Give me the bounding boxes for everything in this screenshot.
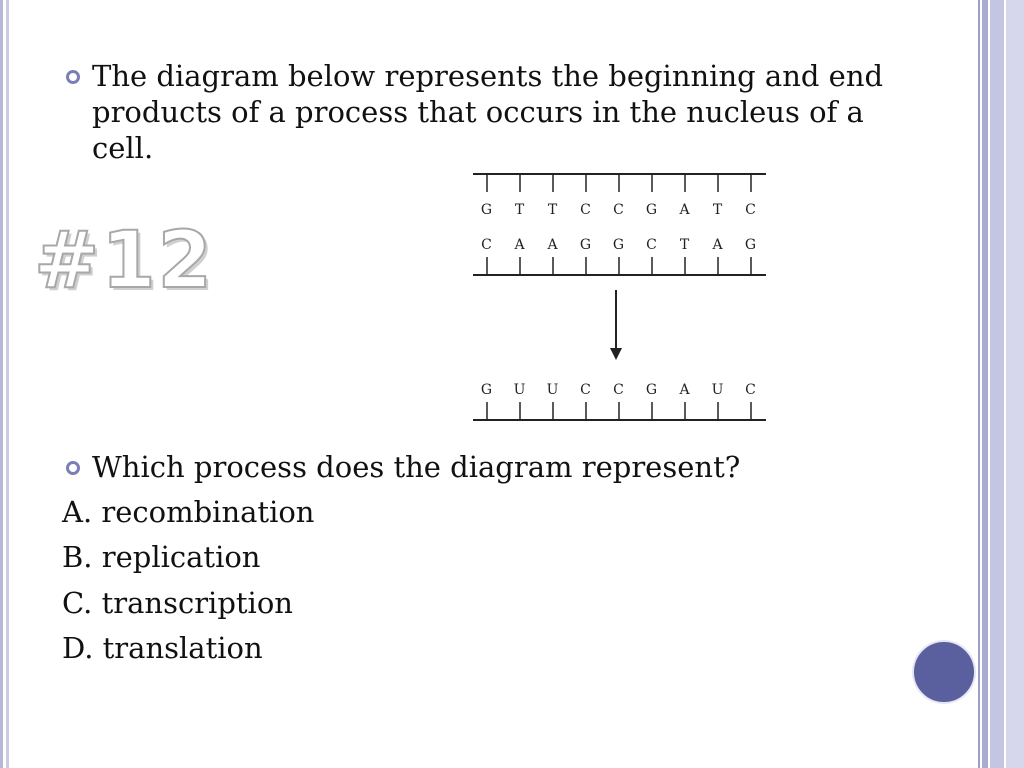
base-letter: A [712,237,724,253]
intro-line-3: cell. [92,131,154,165]
intro-line-2: products of a process that occurs in the nucleus of a [92,95,864,129]
base-letter: G [645,382,659,398]
base-letter: G [645,202,659,218]
base-letter: C [646,237,658,253]
question-text: Which process does the diagram represent? [92,450,741,484]
base-letter: T [514,202,526,218]
base-letter: G [744,237,758,253]
base-letter: U [711,382,725,398]
base-letter: G [612,237,626,253]
process-arrow [610,290,622,360]
intro-line-1: The diagram below represents the beginning and end [92,59,884,93]
slide-number: #12 [34,216,214,306]
answer-c[interactable]: C. transcription [62,586,293,620]
decorative-circle [912,640,976,704]
base-letter: A [547,237,559,253]
base-letter: G [480,202,494,218]
base-letter: T [547,202,559,218]
rna-strand [473,382,766,420]
base-letter: C [745,382,757,398]
base-letter: C [613,202,625,218]
dna-template-strand-top [473,174,766,218]
base-letter: U [546,382,560,398]
base-letter: C [580,382,592,398]
base-letter: G [480,382,494,398]
answer-b[interactable]: B. replication [62,540,261,574]
base-letter: C [481,237,493,253]
answer-a[interactable]: A. recombination [62,495,315,529]
base-letter: U [513,382,527,398]
base-letter: A [679,382,691,398]
base-letter: C [613,382,625,398]
bullet-icon [66,461,80,475]
base-letter: G [579,237,593,253]
base-letter: C [745,202,757,218]
base-letter: T [712,202,724,218]
base-letter: A [514,237,526,253]
base-letter: A [679,202,691,218]
answer-d[interactable]: D. translation [62,631,263,665]
base-letter: C [580,202,592,218]
base-letter: T [679,237,691,253]
dna-strand-bottom [473,237,766,275]
